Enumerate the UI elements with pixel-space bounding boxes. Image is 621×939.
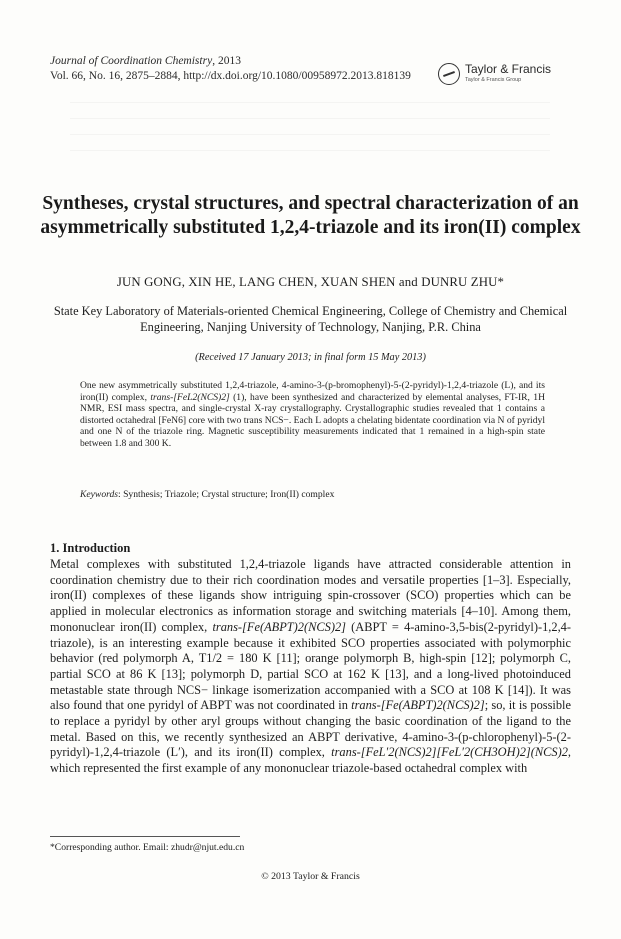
journal-name: Journal of Coordination Chemistry [50,55,213,67]
bleed-through [70,150,550,151]
publisher-logo [438,63,588,87]
abstract [80,380,545,450]
publisher-group: Taylor & Francis Group [465,77,522,83]
bleed-through [70,118,550,119]
bleed-through [70,134,550,135]
introduction-paragraph [50,557,571,777]
keywords-label: Keywords [80,489,119,500]
intro-text-4: , which represented the first example of any mononuclear triazole-based octahedral complex with [50,745,571,776]
section-heading: 1. Introduction [50,541,131,555]
footnote-rule [50,836,240,837]
intro-formula-3: trans-[FeL′2(NCS)2][FeL′2(CH3OH)2](NCS)2 [331,745,568,760]
running-header [50,54,411,83]
abstract-part-1: One new asymmetrically substituted 1,2,4-triazole, 4-amino-3-(p-bromophenyl)-5-(2-pyridyl)-1,2,4-triazole (L), and its iron(II) complex, [80,380,545,403]
corresponding-author-footnote: *Corresponding author. Email: zhudr@njut.edu.cn [50,842,245,853]
publisher-emblem-icon [438,63,460,85]
author-list: JUN GONG, XIN HE, LANG CHEN, XUAN SHEN and DUNRU ZHU* [116,275,505,289]
copyright-line: © 2013 Taylor & Francis [261,871,360,882]
keywords [80,489,545,500]
intro-text-3: ; so, it is possible to replace a pyridyl by other aryl groups without changing the basic coordination of the ligand to the metal. Based on this, we recently synthesized an ABPT derivative, 4-amino-3-(p-chlorophenyl)-5-(2-pyridyl)-1,2,4-triazole (L′), and its iron(II) complex, [50,698,571,760]
abstract-part-2: (1), have been synthesized and characterized by elemental analyses, FT-IR, 1H NMR, ESI mass spectra, and single-crystal X-ray crystallography. Crystallographic studies revealed that 1 contains a distorted octahedral [FeN6] core with two trans NCS−. Each L adopts a chelating bidentate coordination via N of pyridyl and one N of the triazole ring. Magnetic susceptibility measurements indicated that 1 remained in a high-spin state between 1.8 and 300 K. [80,391,545,449]
affiliation: State Key Laboratory of Materials-oriented Chemical Engineering, College of Chemistry and Chemical Engineering, Nanjing University of Technology, Nanjing, P.R. China [53,304,568,334]
intro-text-2: (ABPT = 4-amino-3,5-bis(2-pyridyl)-1,2,4-triazole), is an interesting example because it exhibited SCO properties associated with polymorphic behavior (red polymorph A, T1/2 = 180 K [11]; orange polymorph B, high-spin [12]; polymorph C, partial SCO at 86 K [13]; polymorph D, partial SCO at 162 K [13], and a long-lived photoinduced metastable state through NCS− linkage isomerization accompanied with a SCO at 108 K [14]). It was also found that one pyridyl of ABPT was not coordinated in [50,619,571,713]
publisher-name: Taylor & Francis [465,62,552,76]
bleed-through [70,102,550,103]
intro-formula-2: trans-[Fe(ABPT)2(NCS)2] [351,698,485,713]
abstract-formula: trans-[FeL2(NCS)2] [150,391,230,403]
article-title: Syntheses, crystal structures, and spectral characterization of an asymmetrically substituted 1,2,4-triazole and its iron(II) complex [40,193,581,238]
journal-year: , 2013 [212,55,241,67]
received-dates: (Received 17 January 2013; in final form 15 May 2013) [195,352,426,363]
keywords-list: : Synthesis; Triazole; Crystal structure; Iron(II) complex [118,489,335,500]
intro-text-1: Metal complexes with substituted 1,2,4-triazole ligands have attracted considerable attention in coordination chemistry due to their rich coordination modes and versatile properties [1–3]. Especially, iron(II) complexes of these ligands show intriguing spin-crossover (SCO) properties which can be applied in molecular electronics as information storage and switching materials [4–10]. Among them, mononuclear iron(II) complex, [50,557,571,634]
intro-formula-1: trans-[Fe(ABPT)2(NCS)2] [212,619,346,634]
citation-line: Vol. 66, No. 16, 2875–2884, http://dx.doi.org/10.1080/00958972.2013.818139 [50,69,411,82]
